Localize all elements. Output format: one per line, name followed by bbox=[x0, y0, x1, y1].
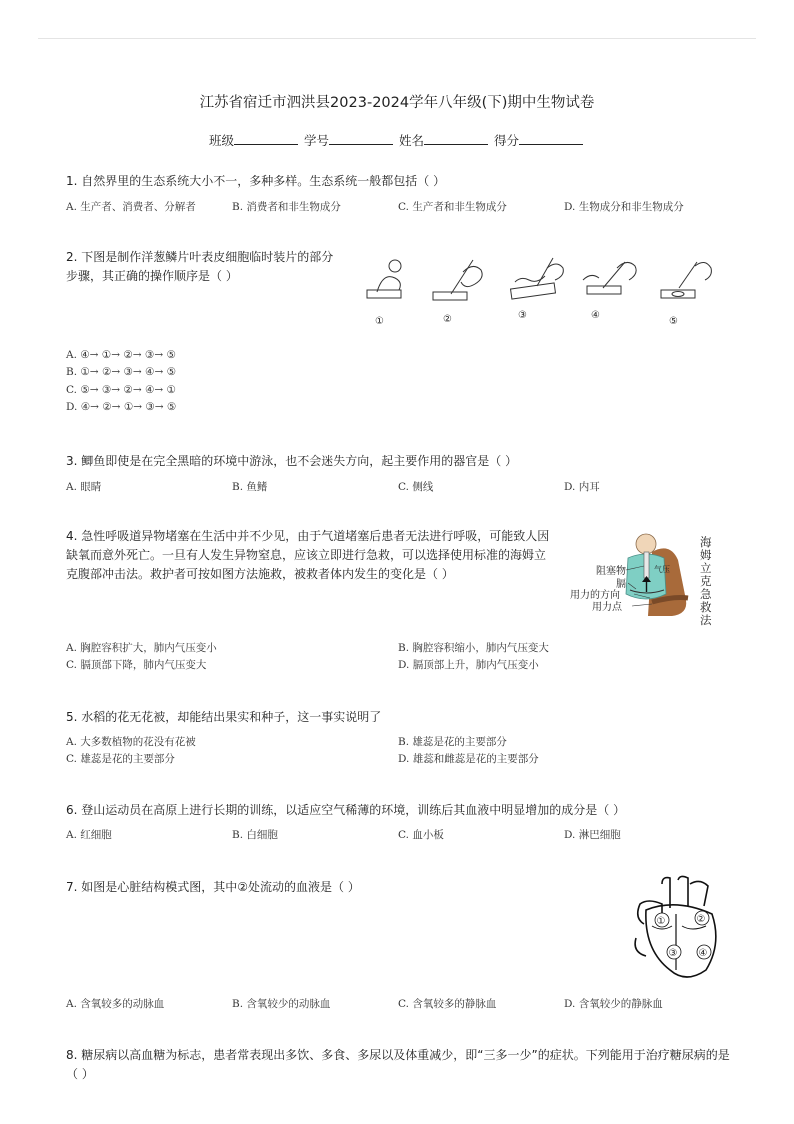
q4-option-a[interactable]: A. 胸腔容积扩大，肺内气压变小 bbox=[66, 642, 217, 654]
question-7-stem: 7. 如图是心脏结构模式图，其中②处流动的血液是（ ） bbox=[66, 880, 360, 894]
number-label: 学号 bbox=[303, 133, 329, 148]
q4-option-d[interactable]: D. 膈顶部上升，肺内气压变小 bbox=[398, 659, 539, 671]
label-force-direction: 用力的方向 bbox=[570, 590, 620, 601]
label-diaphragm: 膈 bbox=[616, 579, 626, 590]
q5-option-c[interactable]: C. 雄蕊是花的主要部分 bbox=[66, 753, 175, 765]
q2-option-c[interactable]: C. ⑤→ ③→ ②→ ④→ ① bbox=[66, 384, 176, 396]
heart-diagram bbox=[630, 874, 726, 984]
airway bbox=[644, 552, 649, 578]
question-6-stem: 6. 登山运动员在高原上进行长期的训练，以适应空气稀薄的环境，训练后其血液中明显增加的成分是（ ） bbox=[66, 803, 626, 817]
question-4-stem: 4. 急性呼吸道异物堵塞在生活中并不少见，由于气道堵塞后患者无法进行呼吸，可能致人因缺氧而意外死亡。一旦有人发生异物窒息，应该立即进行急救，可以选择使用标准的海姆立克腹部冲击法。救护者可按如图方法施救，被救者体内发生的变化是（ ） bbox=[66, 529, 550, 581]
fig-label-5: ⑤ bbox=[669, 316, 678, 327]
step1-dropper-bulb bbox=[389, 260, 401, 272]
q1-option-a[interactable]: A. 生产者、消费者、分解者 bbox=[66, 201, 196, 213]
q1-option-d[interactable]: D. 生物成分和非生物成分 bbox=[564, 201, 684, 213]
heart-label-2: ② bbox=[696, 914, 706, 925]
question-3-stem: 3. 鲫鱼即使是在完全黑暗的环境中游泳，也不会迷失方向，起主要作用的器官是（ ） bbox=[66, 454, 518, 468]
heart-label-1: ① bbox=[656, 916, 666, 927]
patient-head bbox=[636, 534, 656, 554]
fig-label-3: ③ bbox=[518, 310, 527, 321]
q5-option-d[interactable]: D. 雄蕊和雌蕊是花的主要部分 bbox=[398, 753, 539, 765]
q2-option-b[interactable]: B. ①→ ②→ ③→ ④→ ⑤ bbox=[66, 366, 176, 378]
student-info-line bbox=[0, 131, 794, 149]
q6-option-d[interactable]: D. 淋巴细胞 bbox=[564, 829, 621, 841]
fig-label-2: ② bbox=[443, 314, 452, 325]
q4-option-c[interactable]: C. 膈顶部下降，肺内气压变大 bbox=[66, 659, 207, 671]
score-blank[interactable] bbox=[519, 132, 583, 145]
label-pressure: 气压 bbox=[654, 565, 670, 574]
q1-option-c[interactable]: C. 生产者和非生物成分 bbox=[398, 201, 507, 213]
heart-label-3: ③ bbox=[668, 948, 678, 959]
q7-option-a[interactable]: A. 含氧较多的动脉血 bbox=[66, 998, 165, 1010]
q1-option-b[interactable]: B. 消费者和非生物成分 bbox=[232, 201, 341, 213]
q5-option-a[interactable]: A. 大多数植物的花没有花被 bbox=[66, 736, 196, 748]
step2-needle bbox=[451, 260, 473, 294]
q7-option-d[interactable]: D. 含氧较少的静脉血 bbox=[564, 998, 663, 1010]
q6-option-c[interactable]: C. 血小板 bbox=[398, 829, 444, 841]
name-blank[interactable] bbox=[424, 132, 488, 145]
class-blank[interactable] bbox=[234, 132, 298, 145]
q5-option-b[interactable]: B. 雄蕊是花的主要部分 bbox=[398, 736, 507, 748]
step2-hand bbox=[461, 266, 482, 286]
fig-label-1: ① bbox=[375, 316, 384, 327]
q3-option-c[interactable]: C. 侧线 bbox=[398, 481, 434, 493]
q7-option-b[interactable]: B. 含氧较少的动脉血 bbox=[232, 998, 331, 1010]
step3-fingers bbox=[515, 276, 545, 282]
page-title: 江苏省宿迁市泗洪县2023-2024学年八年级(下)期中生物试卷 bbox=[199, 95, 595, 111]
name-label: 姓名 bbox=[398, 133, 424, 148]
fig-label-4: ④ bbox=[591, 310, 600, 321]
q3-option-b[interactable]: B. 鱼鳍 bbox=[232, 481, 268, 493]
label-obstruction: 阻塞物 bbox=[596, 566, 626, 577]
page-top-rule bbox=[38, 38, 756, 39]
class-label: 班级 bbox=[208, 133, 234, 148]
question-5-stem: 5. 水稻的花无花被，却能结出果实和种子，这一事实说明了 bbox=[66, 710, 382, 724]
question-8-stem: 8. 糖尿病以高血糖为标志，患者常表现出多饮、多食、多尿以及体重减少，即“三多一少”的症状。下列能用于治疗糖尿病的是（ ） bbox=[66, 1048, 730, 1081]
q4-option-b[interactable]: B. 胸腔容积缩小，肺内气压变大 bbox=[398, 642, 549, 654]
q3-option-a[interactable]: A. 眼睛 bbox=[66, 481, 102, 493]
q3-option-d[interactable]: D. 内耳 bbox=[564, 481, 600, 493]
question-1-stem: 1. 自然界里的生态系统大小不一，多种多样。生态系统一般都包括（ ） bbox=[66, 174, 446, 188]
q6-option-a[interactable]: A. 红细胞 bbox=[66, 829, 112, 841]
number-blank[interactable] bbox=[329, 132, 393, 145]
heart-label-4: ④ bbox=[698, 948, 708, 959]
q2-slide-steps-figure bbox=[355, 252, 735, 328]
q2-option-d[interactable]: D. ④→ ②→ ①→ ③→ ⑤ bbox=[66, 401, 177, 413]
q7-option-c[interactable]: C. 含氧较多的静脉血 bbox=[398, 998, 497, 1010]
q6-option-b[interactable]: B. 白细胞 bbox=[232, 829, 278, 841]
step1-slide bbox=[367, 290, 401, 298]
score-label: 得分 bbox=[493, 133, 519, 148]
q2-option-a[interactable]: A. ④→ ①→ ②→ ③→ ⑤ bbox=[66, 349, 176, 361]
aorta bbox=[662, 878, 670, 908]
heimlich-side-title: 海姆立克急救法 bbox=[700, 535, 712, 627]
label-force-point: 用力点 bbox=[592, 602, 622, 613]
question-2-stem: 2. 下图是制作洋葱鳞片叶表皮细胞临时装片的部分步骤，其正确的操作顺序是（ ） bbox=[66, 250, 334, 283]
